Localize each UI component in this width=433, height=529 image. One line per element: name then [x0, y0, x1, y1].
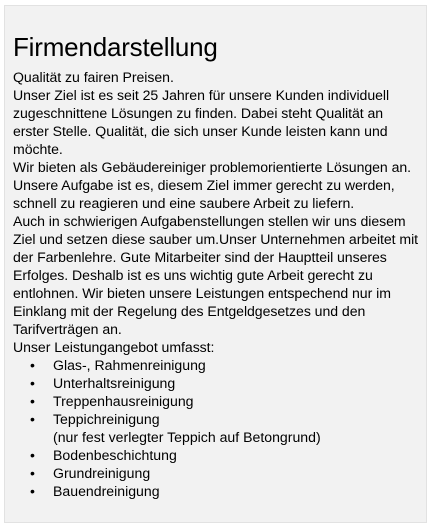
service-label: Glas-, Rahmenreinigung — [53, 357, 206, 373]
company-profile-panel — [4, 5, 427, 523]
list-item — [13, 410, 420, 446]
tagline-paragraph: Qualität zu fairen Preisen. — [13, 69, 174, 85]
service-label: Bodenbeschichtung — [53, 447, 177, 463]
service-label: Bauendreinigung — [53, 483, 160, 499]
employees-paragraph: Auch in schwierigen Aufgabenstellungen stellen wir uns diesem Ziel und setzen diese sauber um.Unser Unternehmen arbeitet mit der Farbenlehre. Gute Mitarbeiter sind der Hauptteil unseres Erfolges. Deshalb ist es uns wichtig gute Arbeit gerecht zu entlohnen. Wir bieten unsere Leistungen entspechend nur im Einklang mit der Regelung des Entgeldgesetzes und den Tarifverträgen an. — [13, 213, 419, 337]
list-item — [13, 446, 420, 464]
list-item — [13, 482, 420, 500]
service-label: Treppenhausreinigung — [53, 393, 194, 409]
service-note: (nur fest verlegter Teppich auf Betongrund) — [53, 429, 321, 445]
services-intro: Unser Leistungangebot umfasst: — [13, 339, 215, 355]
list-item — [13, 374, 420, 392]
offer-paragraph: Wir bieten als Gebäudereiniger problemorientierte Lösungen an. Unsere Aufgabe ist es, diesem Ziel immer gerecht zu werden, schnell zu reagieren und eine saubere Arbeit zu liefern. — [13, 159, 412, 211]
list-item — [13, 356, 420, 374]
goal-paragraph: Unser Ziel ist es seit 25 Jahren für unsere Kunden individuell zugeschnittene Lösungen zu finden. Dabei steht Qualität an erster Stelle. Qualität, die sich unser Kunde leisten kann und möchte. — [13, 87, 390, 157]
service-label: Teppichreinigung — [53, 411, 160, 427]
services-list — [13, 356, 420, 500]
service-label: Unterhaltsreinigung — [53, 375, 176, 391]
list-item — [13, 392, 420, 410]
service-label: Grundreinigung — [53, 465, 151, 481]
list-item — [13, 464, 420, 482]
page-title: Firmendarstellung — [13, 32, 218, 62]
